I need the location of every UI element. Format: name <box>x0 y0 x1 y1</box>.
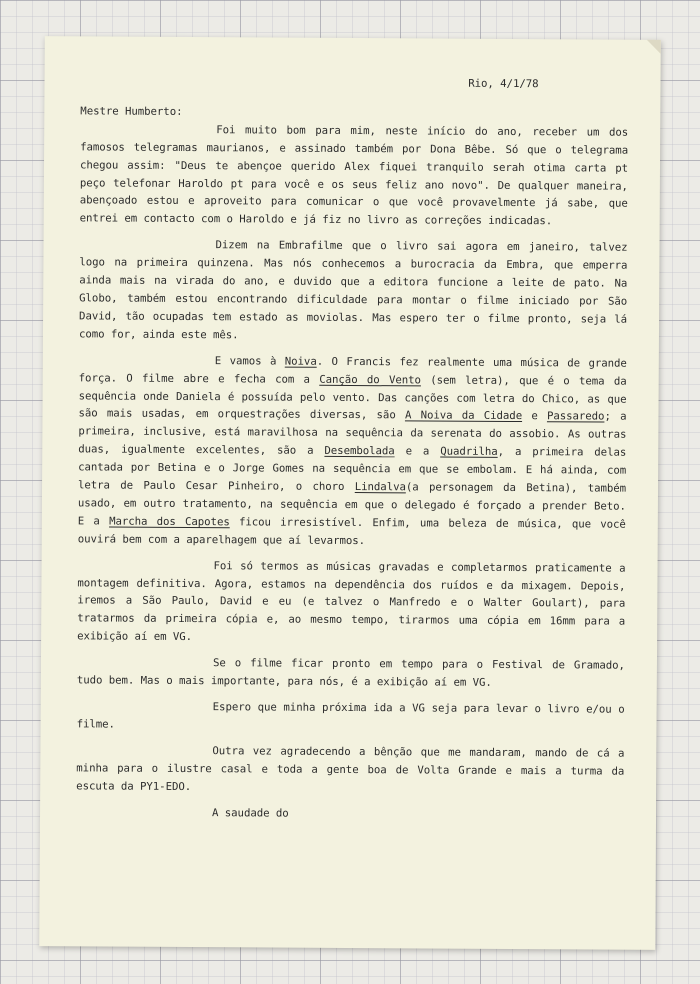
paragraph-text: Espero que minha próxima ida a VG seja para levar o livro e/ou o filme. <box>76 700 625 731</box>
letter-paragraph <box>79 236 628 347</box>
letter-date: Rio, 4/1/78 <box>468 76 539 91</box>
letter-closing: A saudade do <box>212 805 289 820</box>
letter-paragraph <box>76 741 624 798</box>
letter-paragraph <box>77 697 625 736</box>
underlined-title: Passaredo <box>546 409 605 423</box>
paper-corner-fold <box>647 40 661 54</box>
paragraph-text: e a <box>394 444 441 458</box>
underlined-title: A Noiva da Cidade <box>404 408 523 423</box>
letter-body <box>76 72 629 824</box>
underlined-title: Canção do Vento <box>319 372 421 387</box>
underlined-title: Noiva <box>284 354 317 368</box>
paragraph-text: . O Francis fez realmente uma música de grande força. O filme abre e fecha com a <box>78 354 627 386</box>
paragraph-text: Dizem na Embrafilme que o livro sai agora em janeiro, talvez logo na primeira quinzena. Mas nós conhecemos a burocracia da Embra, que emperra ainda mais na virada do ano, e duvido que a editora funcione a leite de pato. Na Globo, também estou encontrando dificuldade para montar o filme iniciado por São David, tão ocupadas tem estado as moviolas. Mas espero ter o filme pronto, seja lá como for, ainda este mês. <box>78 238 628 342</box>
paragraph-text: , a primeira delas cantada por Betina e o Jorge Gomes na sequência em que se embolam. E há ainda, com letra de Paulo Cesar Pinheiro, o choro <box>78 445 627 494</box>
letter-paragraph <box>78 351 627 551</box>
underlined-title: Desembolada <box>324 444 395 458</box>
paragraph-text: ficou irresistível. Enfim, uma beleza de música, que você ouvirá bem com a aparelhagem que aí levarmos. <box>77 515 626 547</box>
paragraph-text: Foi só termos as músicas gravadas e completarmos praticamente a montagem definitiva. Agora, estamos na dependência dos ruídos e da mixagem. Depois, iremos a São Paulo, David e eu (e talvez o Manfredo e o Walter Goulart), para tratarmos da primeira cópia e, ao mesmo tempo, tirarmos uma cópia em 16mm para a exibição aí em VG. <box>77 558 626 644</box>
letter-paragraph <box>77 654 625 693</box>
letter-sheet <box>39 36 661 950</box>
letter-salutation: Mestre Humberto: <box>80 104 183 118</box>
underlined-title: Quadrilha <box>440 444 498 459</box>
letter-paragraphs <box>76 120 628 798</box>
paragraph-text: Outra vez agradecendo a bênção que me mandaram, mando de cá a minha para o ilustre casal e toda a gente boa de Volta Grande e mais a turma da escuta da PY1-EDO. <box>76 743 625 793</box>
letter-paragraph <box>77 556 626 649</box>
paragraph-text: (sem letra), que é o tema da sequência onde Daniela é possuída pelo vento. Das canções com letra do Chico, as que são mais usadas, em orquestrações diversas, são <box>78 373 627 422</box>
paragraph-text: ; a primeira, inclusive, está maravilhosa na sequência da serenata do assobio. As outras duas, igualmente excelentes, são a <box>78 409 627 458</box>
paragraph-text: e <box>522 409 548 423</box>
paragraph-text: (a personagem da Betina), também usado, em outro tratamento, na sequência em que o delegado é forçado a prender Beto. E a <box>77 480 627 528</box>
underlined-title: Marcha dos Capotes <box>109 514 230 529</box>
paragraph-text: Se o filme ficar pronto em tempo para o Festival de Gramado, tudo bem. Mas o mais importante, para nós, é a exibição aí em VG. <box>76 656 625 689</box>
letter-paragraph <box>80 120 629 231</box>
paragraph-text: E vamos à <box>214 353 285 368</box>
paragraph-text: Foi muito bom para mim, neste início do ano, receber um dos famosos telegramas maurianos, e assinado também por Dona Bêbe. Só que o telegrama chegou assim: "Deus te abençoe querido Alex fiquei tranquilo serah otima carta pt peço telefonar Haroldo pt para você e os seus feliz ano novo". De qualquer maneira, abençoado estou e aproveito para comunicar o que você provavelmente já sabe, que entrei em contacto com o Haroldo e já fiz no livro as correções indicadas. <box>79 122 629 228</box>
underlined-title: Lindalva <box>354 480 406 494</box>
